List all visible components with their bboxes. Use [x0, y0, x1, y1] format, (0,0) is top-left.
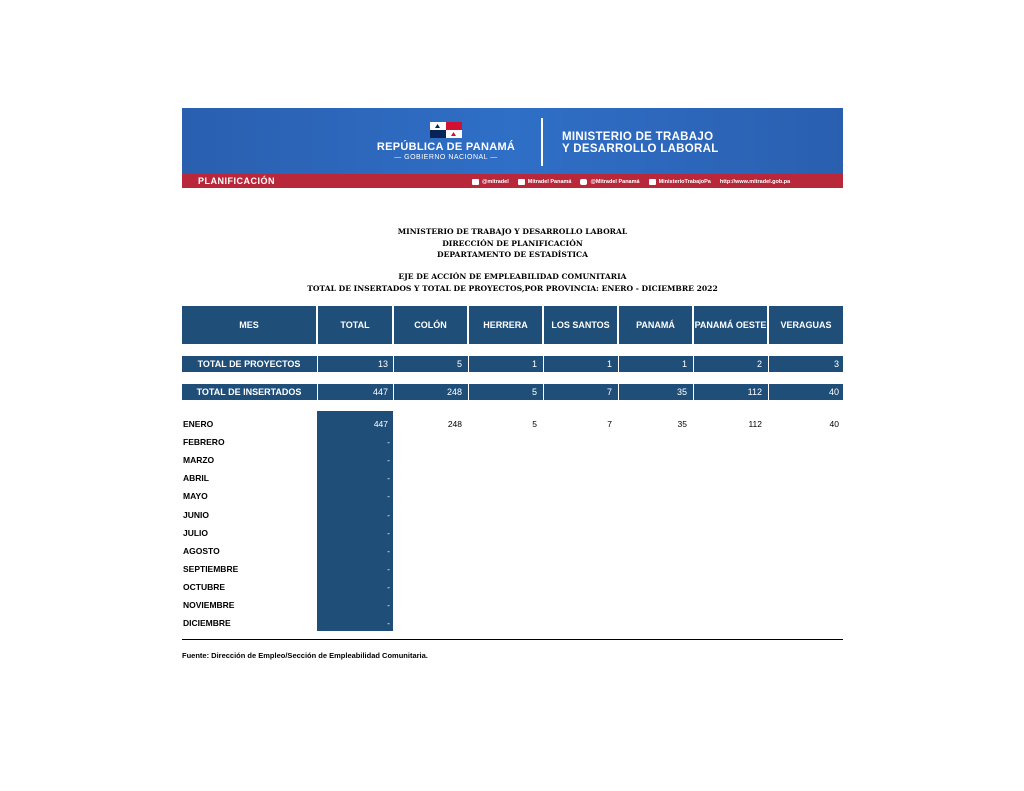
gobierno-subtitle: — GOBIERNO NACIONAL — [394, 154, 498, 161]
column-header-veraguas: VERAGUAS [769, 306, 843, 344]
summary-value: 5 [531, 387, 537, 397]
summary-label: TOTAL DE INSERTADOS [196, 387, 302, 397]
month-total: - [387, 510, 390, 520]
summary-value: 35 [676, 387, 687, 397]
month-label: JULIO [183, 528, 209, 538]
column-header-total: TOTAL [318, 306, 392, 344]
month-total: - [387, 600, 390, 610]
month-label: DICIEMBRE [183, 618, 231, 628]
banner-divider [541, 118, 543, 166]
institution-heading [182, 226, 843, 261]
month-total: - [387, 437, 390, 447]
summary-row-proyectos [182, 356, 843, 372]
month-total: - [387, 546, 390, 556]
month-value-los-santos: 7 [607, 419, 612, 429]
summary-value: 5 [456, 359, 462, 369]
summary-value: 248 [446, 387, 462, 397]
summary-value: 40 [828, 387, 839, 397]
social-links [472, 175, 790, 188]
heading-ministry: MINISTERIO DE TRABAJO Y DESARROLLO LABORAL [397, 227, 628, 236]
month-total: - [387, 582, 390, 592]
summary-value: 13 [377, 359, 388, 369]
social-twitter: @mitradel [472, 179, 509, 185]
social-website: http://www.mitradel.gob.pa [719, 178, 791, 185]
source-note: Fuente: Dirección de Empleo/Sección de Empleabilidad Comunitaria. [182, 651, 428, 660]
panama-flag-icon [430, 122, 462, 138]
month-label: MAYO [183, 491, 208, 501]
month-total: - [387, 618, 390, 628]
twitter-icon [472, 179, 479, 185]
heading-table-description: TOTAL DE INSERTADOS Y TOTAL DE PROYECTOS,POR PROVINCIA: ENERO - DICIEMBRE 2022 [307, 283, 718, 293]
header-banner [182, 108, 843, 188]
column-header-panama: PANAMÁ [619, 306, 692, 344]
social-youtube: MinisterioTrabajoPa [649, 179, 711, 185]
heading-axis: EJE DE ACCIÓN DE EMPLEABILIDAD COMUNITARIA [398, 272, 627, 281]
month-label: FEBRERO [183, 437, 225, 447]
summary-value: 7 [606, 387, 612, 397]
column-header-colon: COLÓN [394, 306, 467, 344]
summary-value: 112 [747, 387, 762, 397]
column-header-los-santos: LOS SANTOS [544, 306, 617, 344]
month-value-panama-oeste: 112 [748, 419, 762, 429]
social-instagram: @Mitradel Panamá [580, 179, 639, 185]
month-label: OCTUBRE [183, 582, 226, 592]
summary-value: 447 [372, 387, 388, 397]
summary-label: TOTAL DE PROYECTOS [197, 359, 301, 369]
month-value-colon: 248 [447, 419, 462, 429]
month-label: AGOSTO [183, 546, 220, 556]
month-total: - [387, 473, 390, 483]
heading-direction: DIRECCIÓN DE PLANIFICACIÓN [442, 238, 583, 248]
month-label: MARZO [183, 455, 215, 465]
column-header-mes: MES [182, 306, 316, 344]
month-label: NOVIEMBRE [183, 600, 235, 610]
month-total: - [387, 491, 390, 501]
summary-value: 3 [833, 359, 839, 369]
month-total: - [387, 564, 390, 574]
month-label: ABRIL [183, 473, 209, 483]
summary-value: 2 [756, 359, 762, 369]
instagram-icon [580, 179, 587, 185]
social-facebook: Mitradel Panamá [518, 179, 572, 185]
table-title [182, 271, 843, 294]
youtube-icon [649, 179, 656, 185]
summary-value: 1 [531, 359, 537, 369]
summary-value: 1 [606, 359, 612, 369]
summary-value: 1 [681, 359, 687, 369]
month-label: JUNIO [183, 510, 209, 520]
column-header-panama-oeste: PANAMÁ OESTE [694, 306, 767, 344]
month-label: SEPTIEMBRE [183, 564, 239, 574]
month-total: 447 [373, 419, 388, 429]
month-value-herrera: 5 [532, 419, 537, 429]
month-value-panama: 35 [677, 419, 687, 429]
planificacion-label: PLANIFICACIÓN [198, 176, 275, 186]
table-bottom-rule [182, 639, 843, 640]
month-total: - [387, 455, 390, 465]
republic-title: REPÚBLICA DE PANAMÁ [376, 141, 516, 153]
month-label: ENERO [183, 419, 214, 429]
heading-department: DEPARTAMENTO DE ESTADÍSTICA [437, 250, 588, 259]
month-value-veraguas: 40 [829, 419, 839, 429]
facebook-icon [518, 179, 525, 185]
column-header-herrera: HERRERA [469, 306, 542, 344]
month-total: - [387, 528, 390, 538]
summary-row-insertados [182, 384, 843, 400]
ministry-title: MINISTERIO DE TRABAJO Y DESARROLLO LABORAL [562, 131, 719, 155]
